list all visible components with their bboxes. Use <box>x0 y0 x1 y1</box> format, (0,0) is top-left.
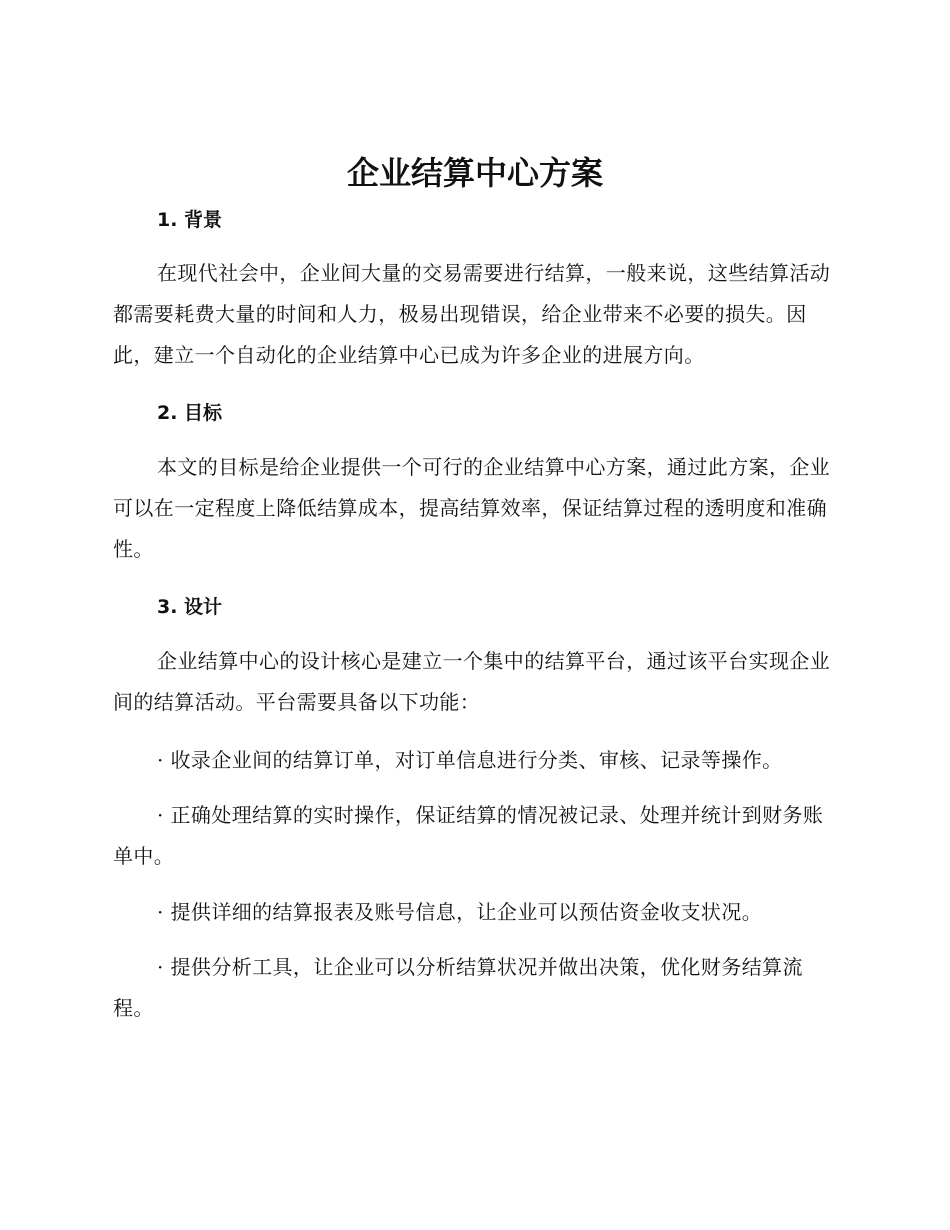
list-item-feature-3: · 提供详细的结算报表及账号信息，让企业可以预估资金收支状况。 <box>157 900 763 924</box>
section-heading-background: 1. 背景 <box>157 209 223 231</box>
paragraph-background: 在现代社会中，企业间大量的交易需要进行结算，一般来说，这些结算活动都需要耗费大量的时间和人力，极易出现错误，给企业带来不必要的损失。因此，建立一个自动化的企业结算中心已成为许多企业的进展方向。 <box>113 261 831 367</box>
section-heading-goal: 2. 目标 <box>157 402 223 424</box>
list-item-feature-1: · 收录企业间的结算订单，对订单信息进行分类、审核、记录等操作。 <box>157 748 783 772</box>
paragraph-goal: 本文的目标是给企业提供一个可行的企业结算中心方案，通过此方案，企业可以在一定程度上降低结算成本，提高结算效率，保证结算过程的透明度和准确性。 <box>113 455 831 561</box>
paragraph-design-intro: 企业结算中心的设计核心是建立一个集中的结算平台，通过该平台实现企业间的结算活动。平台需要具备以下功能： <box>113 649 831 714</box>
list-item-feature-2: · 正确处理结算的实时操作，保证结算的情况被记录、处理并统计到财务账单中。 <box>113 803 824 868</box>
document-title: 企业结算中心方案 <box>346 154 603 192</box>
section-heading-design: 3. 设计 <box>157 596 223 618</box>
list-item-feature-4: · 提供分析工具，让企业可以分析结算状况并做出决策，优化财务结算流程。 <box>113 955 803 1020</box>
